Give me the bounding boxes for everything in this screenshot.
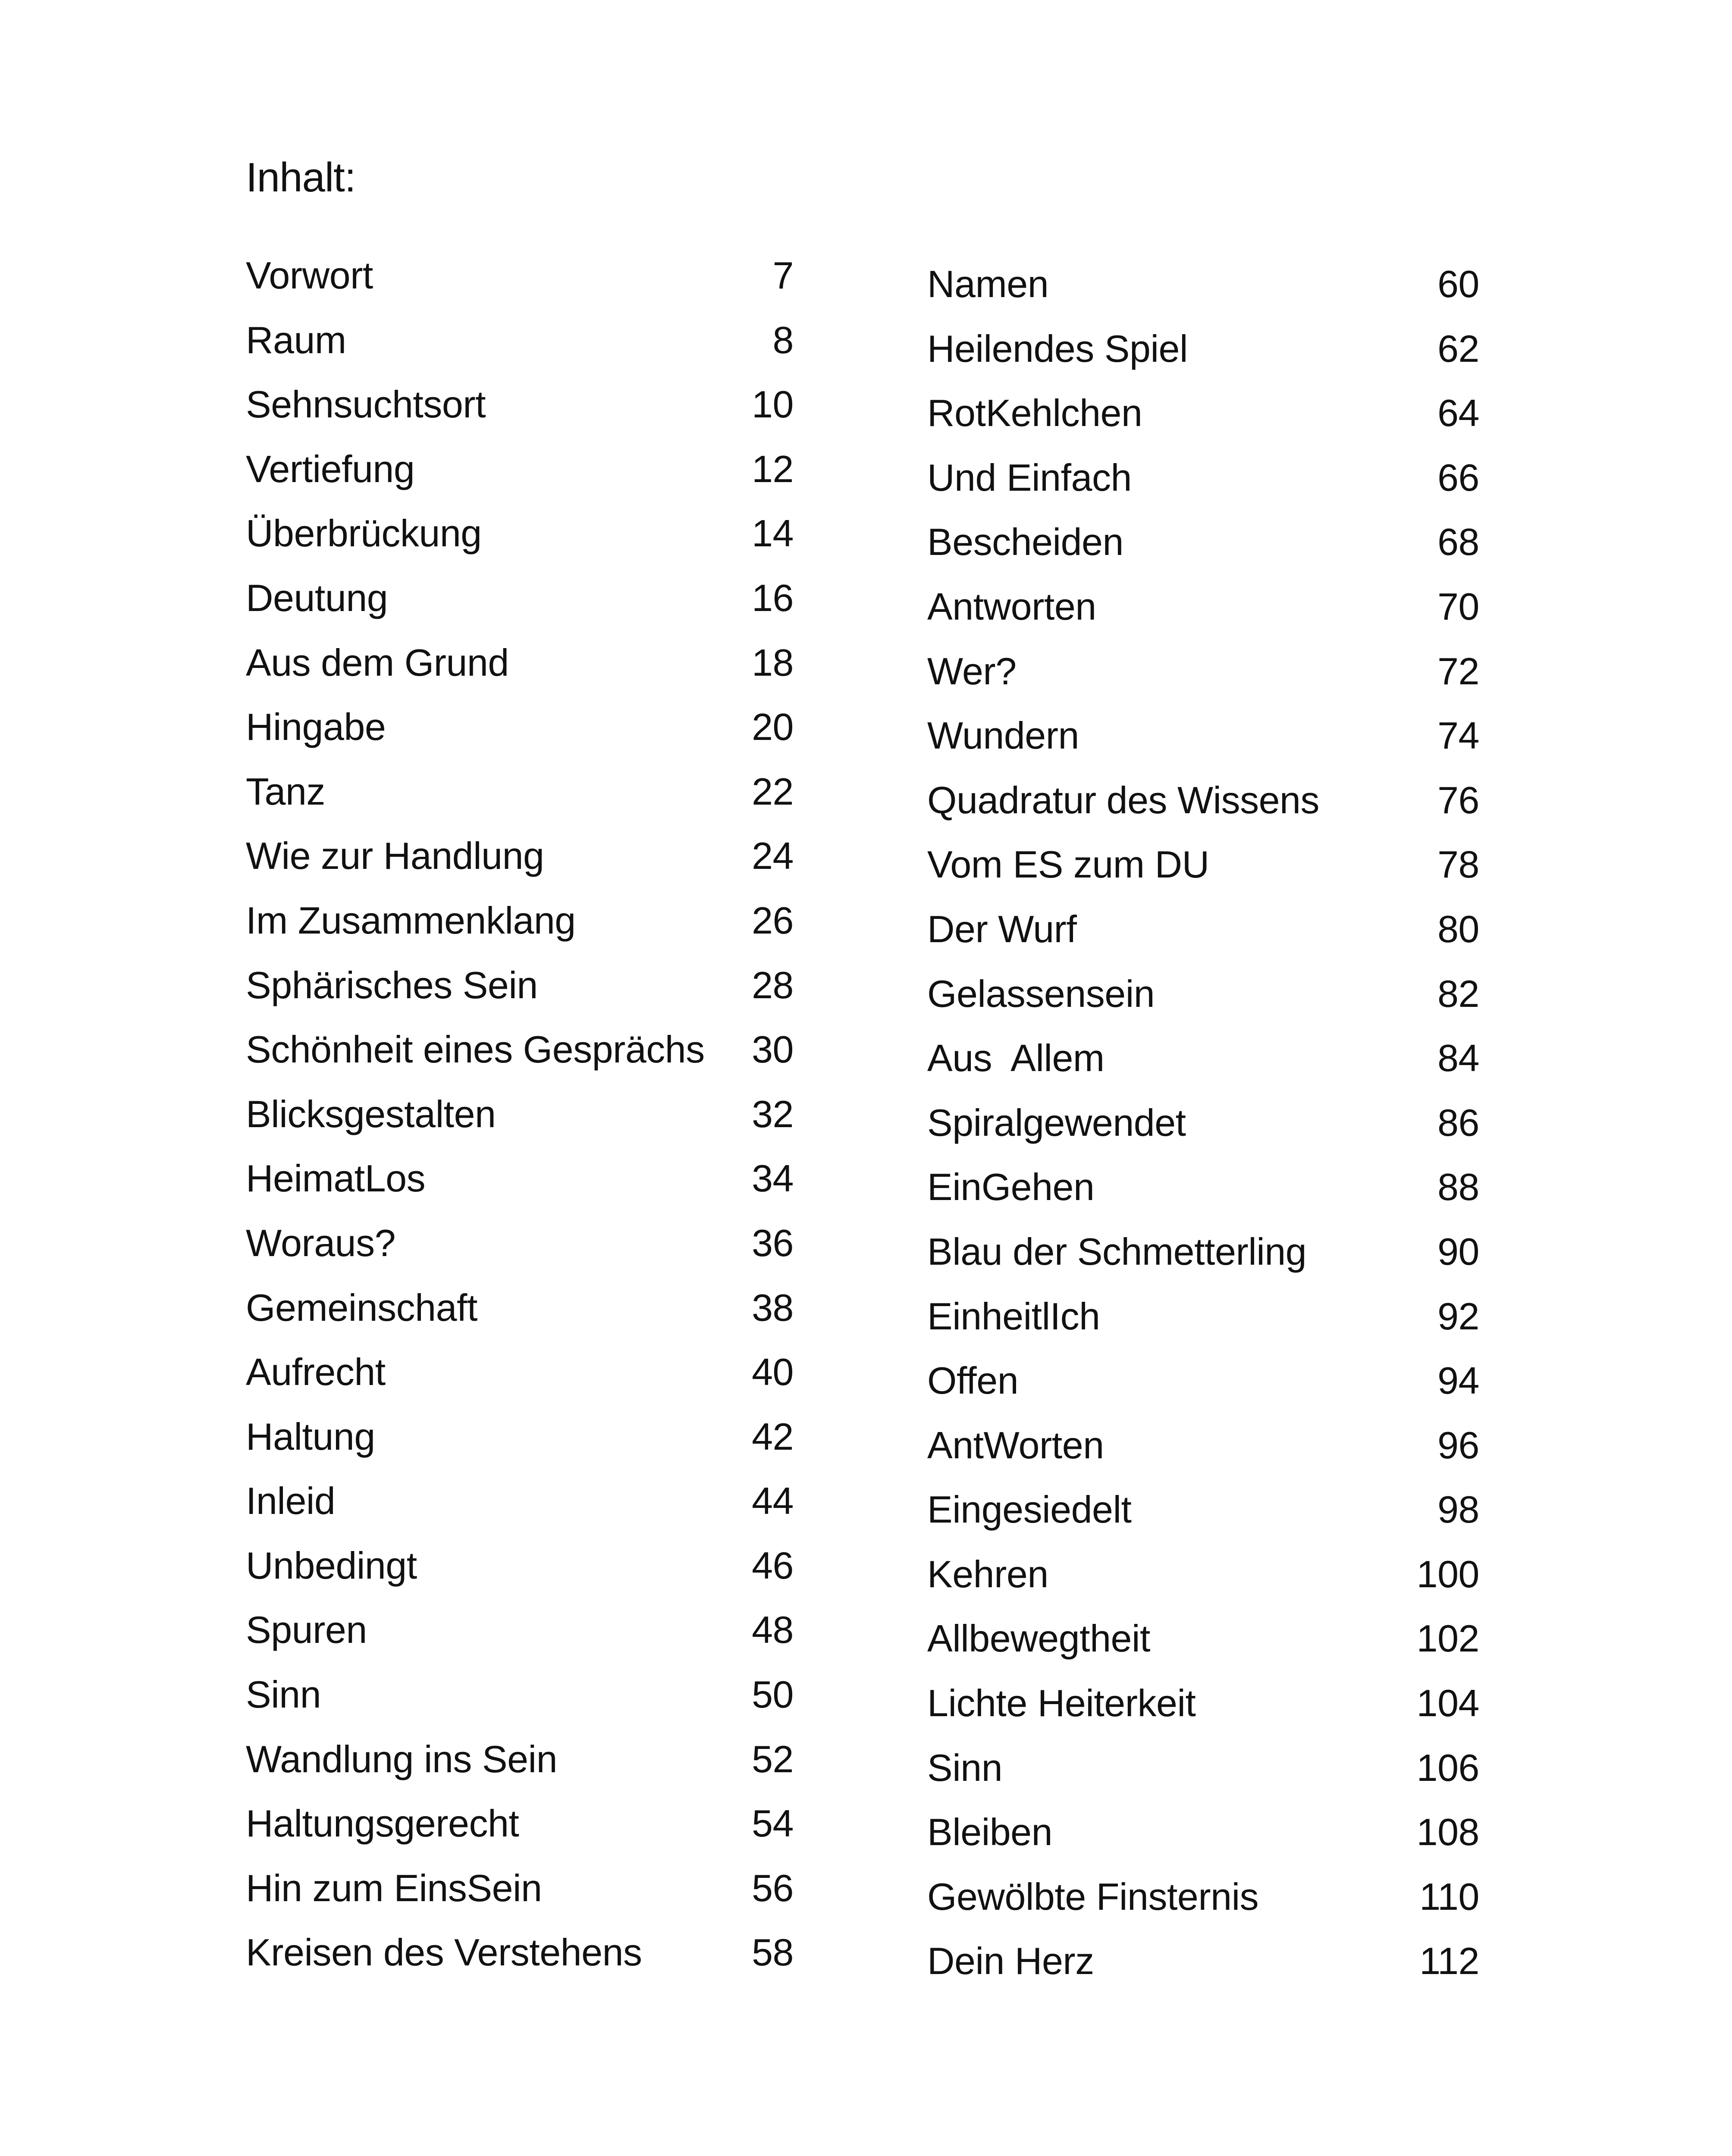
toc-entry [927,1617,1479,1684]
toc-entry-page-number: 36 [752,1221,794,1264]
toc-entry [246,1286,794,1354]
toc-entry-page-number: 10 [752,383,794,426]
toc-entry-title: Quadratur des Wissens [927,778,1319,821]
toc-entry [927,1813,1479,1878]
toc-entry-page-number: 70 [1437,585,1479,628]
toc-entry [246,1479,794,1547]
toc-entry-page-number: 112 [1419,1940,1479,1983]
toc-entry-page-number: 108 [1416,1811,1479,1854]
toc-entry [246,1673,794,1740]
toc-entry-title: Gemeinschaft [246,1286,477,1329]
toc-entry-page-number: 7 [772,254,794,297]
toc-entry [246,1092,794,1160]
toc-entry-title: Hin zum EinsSein [246,1866,542,1909]
toc-entry [246,514,794,579]
toc-entry [927,1230,1479,1297]
toc-entry-title: Antworten [927,585,1096,628]
toc-entry-title: Kehren [927,1552,1048,1595]
toc-entry [927,1168,1479,1233]
toc-entry-title: Spiralgewendet [927,1101,1186,1144]
toc-entry-page-number: 80 [1437,907,1479,950]
toc-entry [927,1039,1479,1104]
toc-entry [246,254,794,321]
toc-entry-title: Deutung [246,576,388,619]
toc-entry-title: Vom ES zum DU [927,843,1209,886]
toc-entry-title: Vertiefung [246,447,415,490]
toc-entry-page-number: 16 [752,576,794,619]
toc-entry-page-number: 18 [752,641,794,684]
toc-entry [246,641,794,708]
toc-entry-page-number: 44 [752,1479,794,1523]
toc-entry-title: AntWorten [927,1423,1104,1467]
toc-entry-page-number: 30 [752,1028,794,1071]
toc-entry-title: Und Einfach [927,456,1132,499]
toc-entry-page-number: 78 [1437,843,1479,886]
toc-entry [927,972,1479,1040]
toc-entry-title: Hingabe [246,705,386,749]
toc-entry-title: EinGehen [927,1166,1095,1209]
toc-entry-page-number: 54 [752,1802,794,1845]
toc-entry-page-number: 28 [752,963,794,1006]
toc-entry-page-number: 74 [1437,714,1479,757]
toc-entry-title: Sehnsuchtsort [246,383,486,426]
toc-entry-page-number: 106 [1416,1746,1479,1789]
toc-entry [927,1875,1479,1943]
toc-entry [927,1101,1479,1169]
toc-entry [246,385,794,450]
toc-entry-title: Sinn [246,1673,321,1716]
toc-entry-page-number: 50 [752,1673,794,1716]
toc-entry-title: Der Wurf [927,907,1077,950]
toc-entry [246,1353,794,1418]
toc-entry-title: Gelassensein [927,972,1155,1015]
toc-entry [246,447,794,515]
toc-entry-page-number: 22 [752,770,794,813]
toc-entry-title: Woraus? [246,1221,396,1264]
toc-entry-page-number: 94 [1437,1359,1479,1402]
toc-entry-title: Sphärisches Sein [246,963,538,1006]
toc-entry-title: Wer? [927,649,1017,693]
toc-entry-page-number: 32 [752,1092,794,1135]
toc-entry-page-number: 56 [752,1866,794,1909]
toc-entry-page-number: 42 [752,1415,794,1458]
toc-entry [246,1931,794,1998]
toc-entry-page-number: 46 [752,1544,794,1587]
toc-entry-title: Blicksgestalten [246,1092,496,1135]
toc-entry-title: Lichte Heiterkeit [927,1682,1196,1725]
toc-entry-title: Wie zur Handlung [246,834,544,877]
toc-entry-title: Schönheit eines Gesprächs [246,1028,705,1071]
toc-entry-title: Kreisen des Verstehens [246,1931,642,1974]
toc-entry-title: Bleiben [927,1811,1053,1854]
toc-entry [246,963,794,1031]
toc-entry [927,1942,1479,2007]
toc-entry [927,1488,1479,1555]
toc-entry [246,318,794,386]
toc-entry-page-number: 62 [1437,327,1479,370]
toc-entry [927,520,1479,588]
toc-entry-title: Spuren [246,1608,367,1651]
toc-entry-page-number: 34 [752,1157,794,1200]
toc-entry [927,1552,1479,1620]
toc-entry [246,770,794,837]
toc-entry [246,1737,794,1805]
toc-column-left [246,254,794,1998]
toc-entry-page-number: 88 [1437,1166,1479,1209]
toc-entry [927,843,1479,910]
toc-entry-page-number: 76 [1437,778,1479,821]
toc-entry [246,899,794,966]
toc-entry-title: EinheitlIch [927,1294,1100,1338]
toc-entry-page-number: 102 [1416,1617,1479,1660]
toc-entry-title: Allbewegtheit [927,1617,1150,1660]
toc-entry [927,456,1479,523]
toc-entry-page-number: 100 [1416,1552,1479,1595]
toc-entry-page-number: 96 [1437,1423,1479,1467]
toc-entry-title: Blau der Schmetterling [927,1230,1307,1273]
toc-entry [246,1544,794,1611]
toc-entry [246,834,794,902]
toc-entry-title: Unbedingt [246,1544,417,1587]
toc-entry-title: Tanz [246,770,325,813]
toc-entry-page-number: 52 [752,1737,794,1780]
toc-entry-page-number: 64 [1437,392,1479,435]
toc-entry-page-number: 12 [752,447,794,490]
toc-entry-page-number: 90 [1437,1230,1479,1273]
toc-entry [927,1684,1479,1749]
toc-entry-title: Aufrecht [246,1351,386,1394]
toc-entry-page-number: 14 [752,512,794,555]
toc-column-right [927,265,1479,2007]
toc-entry-title: Aus dem Grund [246,641,509,684]
toc-entry-title: Bescheiden [927,520,1123,564]
toc-entry [246,1866,794,1934]
toc-entry [927,327,1479,395]
toc-entry [927,1294,1479,1362]
toc-entry [246,1802,794,1869]
toc-entry [246,576,794,644]
toc-entry [927,1423,1479,1491]
toc-entry-page-number: 86 [1437,1101,1479,1144]
toc-entry-title: Dein Herz [927,1940,1094,1983]
toc-entry-title: HeimatLos [246,1157,426,1200]
toc-entry [246,1028,794,1095]
toc-entry-page-number: 8 [772,318,794,361]
toc-entry-page-number: 20 [752,705,794,749]
toc-entry-page-number: 66 [1437,456,1479,499]
toc-entry [246,1159,794,1224]
toc-entry-title: RotKehlchen [927,392,1142,435]
toc-entry-page-number: 72 [1437,649,1479,693]
toc-entry-title: Sinn [927,1746,1003,1789]
toc-entry [927,265,1479,330]
toc-entry-title: Inleid [246,1479,336,1523]
toc-entry [927,1746,1479,1814]
toc-entry-title: Namen [927,263,1049,305]
toc-entry-title: Haltungsgerecht [246,1802,519,1845]
toc-entry-title: Wandlung ins Sein [246,1737,558,1780]
page-title: Inhalt: [246,154,356,201]
toc-entry [927,649,1479,717]
toc-entry [246,705,794,773]
toc-entry-page-number: 26 [752,899,794,942]
toc-entry [246,1415,794,1482]
toc-entry-page-number: 104 [1416,1682,1479,1725]
toc-entry-title: Überbrückung [246,512,482,555]
toc-entry-title: Gewölbte Finsternis [927,1875,1259,1918]
toc-entry-page-number: 24 [752,834,794,877]
toc-entry [927,394,1479,459]
toc-entry-page-number: 82 [1437,972,1479,1015]
toc-entry-title: Im Zusammenklang [246,899,576,942]
toc-entry-page-number: 92 [1437,1294,1479,1338]
toc-entry-page-number: 48 [752,1608,794,1651]
toc-entry-title: Offen [927,1359,1019,1402]
toc-entry-title: Eingesiedelt [927,1488,1132,1531]
toc-entry-page-number: 84 [1437,1037,1479,1080]
toc-entry [927,714,1479,781]
toc-entry-page-number: 110 [1419,1875,1479,1918]
toc-entry [927,1359,1479,1426]
toc-entry-page-number: 40 [752,1351,794,1394]
toc-entry-page-number: 38 [752,1286,794,1329]
toc-entry-title: Vorwort [246,254,373,297]
toc-entry-title: Haltung [246,1415,375,1458]
toc-entry-title: Raum [246,318,346,361]
toc-entry [927,778,1479,846]
toc-entry [927,907,1479,975]
toc-entry-title: Wundern [927,714,1079,757]
toc-entry [246,1221,794,1289]
toc-entry-page-number: 58 [752,1931,794,1974]
toc-entry-page-number: 60 [1437,263,1479,305]
toc-entry-title: Aus Allem [927,1037,1104,1080]
toc-entry-page-number: 68 [1437,520,1479,564]
toc-entry-page-number: 98 [1437,1488,1479,1531]
toc-entry [246,1608,794,1676]
toc-entry-title: Heilendes Spiel [927,327,1188,370]
toc-entry [927,585,1479,652]
